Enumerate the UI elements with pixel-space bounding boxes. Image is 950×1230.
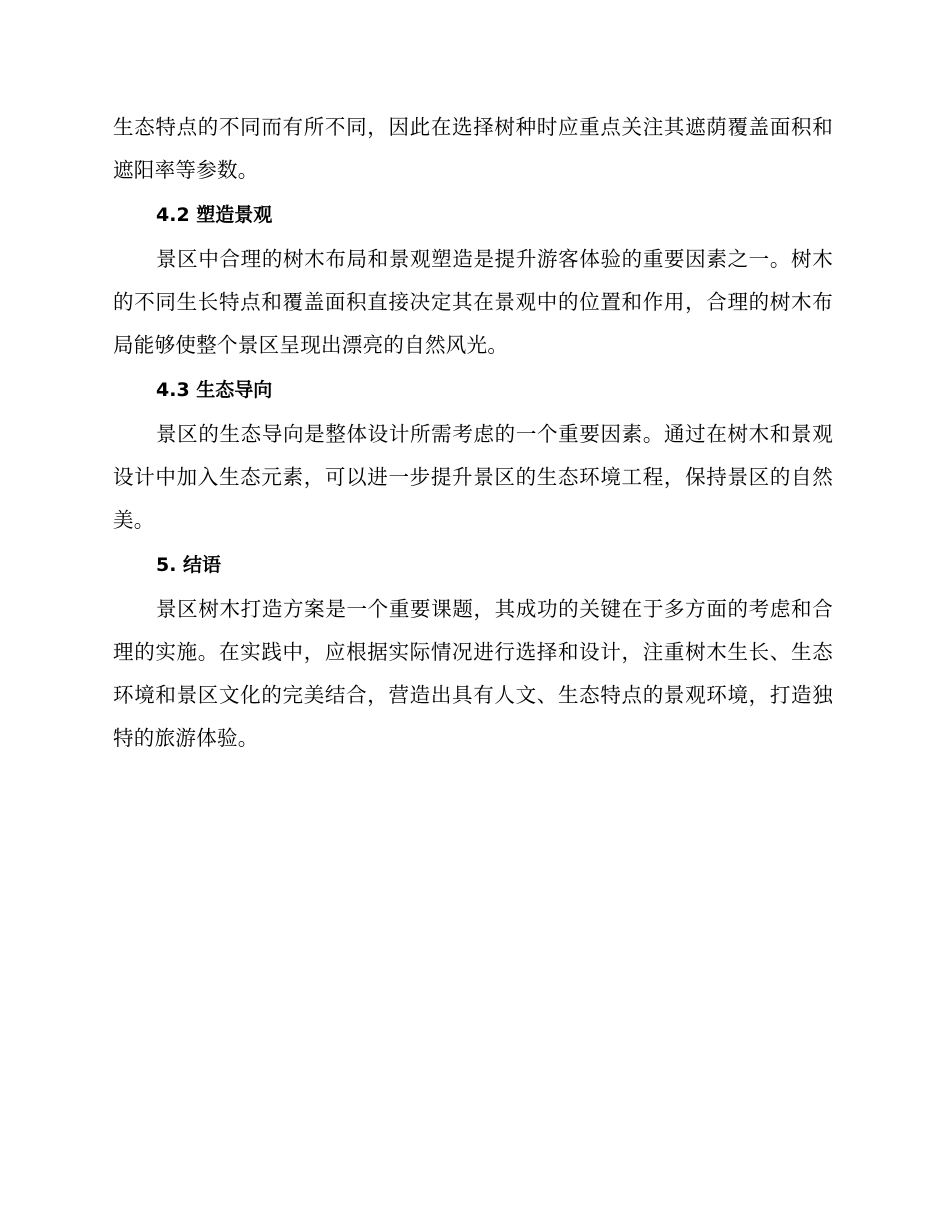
section-paragraph-landscape: 景区中合理的树木布局和景观塑造是提升游客体验的重要因素之一。树木的不同生长特点和覆盖面积直接决定其在景观中的位置和作用，合理的树木布局能够使整个景区呈现出漂亮的自然风光。: [113, 247, 833, 357]
intro-paragraph: 生态特点的不同而有所不同，因此在选择树种时应重点关注其遮荫覆盖面积和遮阳率等参数。: [113, 115, 833, 182]
section-heading-landscape: 4.2 塑造景观: [156, 204, 273, 226]
document-body: [113, 106, 833, 760]
section-paragraph-ecology: 景区的生态导向是整体设计所需考虑的一个重要因素。通过在树木和景观设计中加入生态元素，可以进一步提升景区的生态环境工程，保持景区的自然美。: [113, 422, 833, 532]
section-heading-ecology: 4.3 生态导向: [156, 379, 273, 401]
section-paragraph-conclusion: 景区树木打造方案是一个重要课题，其成功的关键在于多方面的考虑和合理的实施。在实践中，应根据实际情况进行选择和设计，注重树木生长、生态环境和景区文化的完美结合，营造出具有人文、生态特点的景观环境，打造独特的旅游体验。: [113, 597, 833, 750]
section-heading-conclusion: 5. 结语: [156, 554, 222, 576]
